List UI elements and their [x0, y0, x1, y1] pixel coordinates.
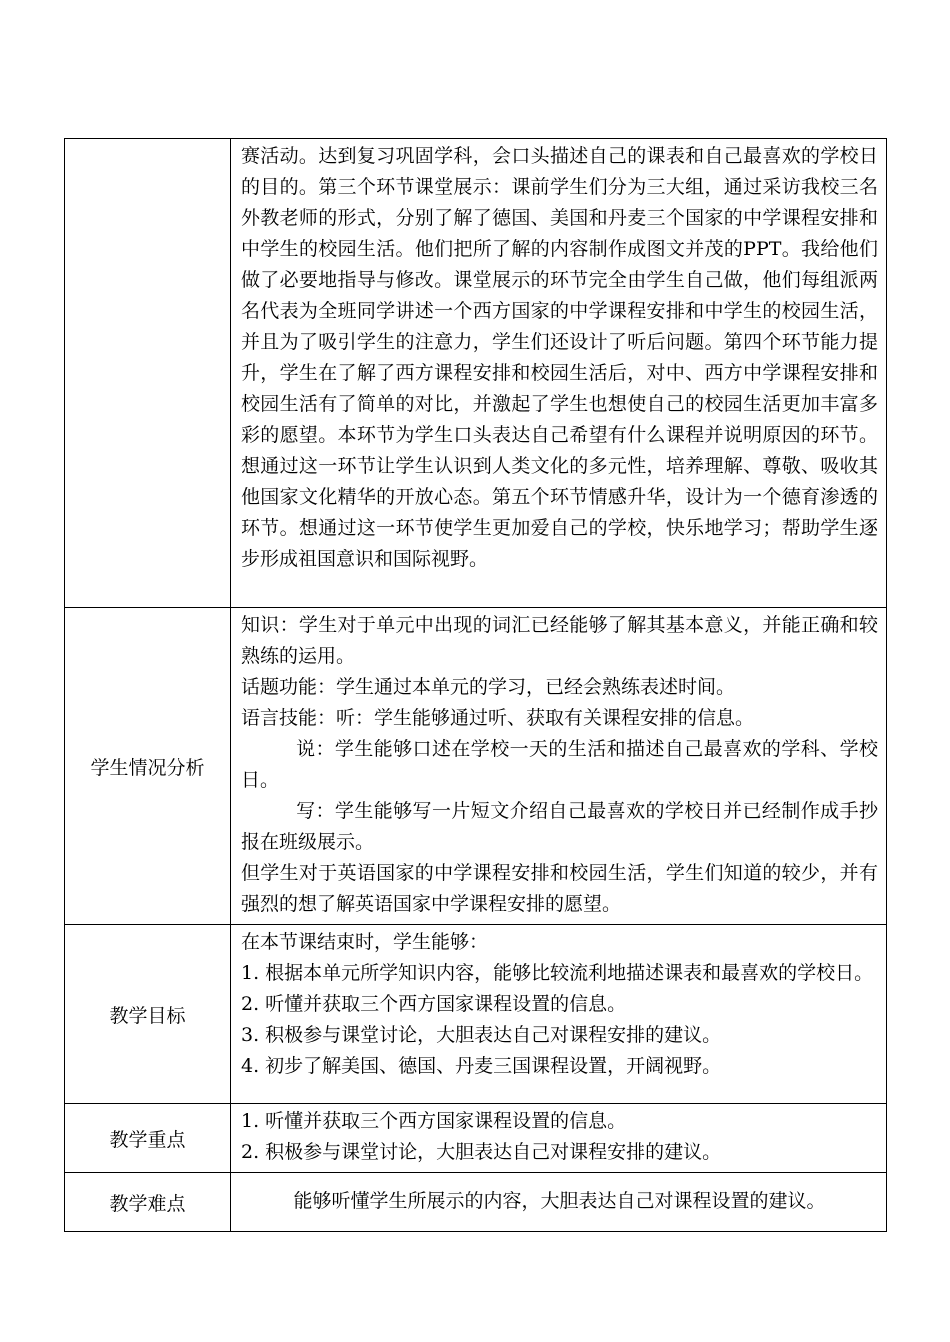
table-row-difficult-points [65, 1173, 887, 1232]
teaching-process-text: 赛活动。达到复习巩固学科，会口头描述自己的课表和自己最喜欢的学校日的目的。第三个环节课堂展示：课前学生们分为三大组，通过采访我校三名外教老师的形式，分别了解了德国、美国和丹麦三个国家的中学课程安排和中学生的校园生活。他们把所了解的内容制作成图文并茂的PPT。我给他们做了必要地指导与修改。课堂展示的环节完全由学生自己做，他们每组派两名代表为全班同学讲述一个西方国家的中学课程安排和中学生的校园生活，并且为了吸引学生的注意力，学生们还设计了听后问题。第四个环节能力提升，学生在了解了西方课程安排和校园生活后，对中、西方中学课程安排和校园生活有了简单的对比，并激起了学生也想使自己的校园生活更加丰富多彩的愿望。本环节为学生口头表达自己希望有什么课程并说明原因的环节。想通过这一环节让学生认识到人类文化的多元性，培养理解、尊敬、吸收其他国家文化精华的开放心态。第五个环节情感升华，设计为一个德育渗透的环节。想通过这一环节使学生更加爱自己的学校，快乐地学习；帮助学生逐步形成祖国意识和国际视野。 [241, 145, 878, 570]
difficult-points-cell [231, 1173, 887, 1232]
table-row-key-points [65, 1104, 887, 1173]
analysis-topic-function: 话题功能：学生通过本单元的学习，已经会熟练表述时间。 [241, 676, 736, 698]
key-points-cell [231, 1104, 887, 1173]
difficult-point-text: 能够听懂学生所展示的内容，大胆表达自己对课程设置的建议。 [293, 1189, 826, 1212]
row-label-student-analysis: 学生情况分析 [65, 608, 231, 925]
table-row-teaching-process [65, 139, 887, 608]
goal-item: 4. 初步了解美国、德国、丹麦三国课程设置，开阔视野。 [241, 1055, 722, 1077]
table-row-teaching-goals [65, 925, 887, 1104]
analysis-summary: 但学生对于英语国家的中学课程安排和校园生活，学生们知道的较少，并有强烈的想了解英语国家中学课程安排的愿望。 [241, 862, 878, 915]
teaching-process-cell [231, 139, 887, 608]
goal-item: 1. 根据本单元所学知识内容，能够比较流利地描述课表和最喜欢的学校日。 [241, 962, 874, 984]
student-analysis-cell [231, 608, 887, 925]
goal-item: 2. 听懂并获取三个西方国家课程设置的信息。 [241, 993, 627, 1015]
row-label-key-points: 教学重点 [65, 1104, 231, 1173]
analysis-listening: 语言技能：听：学生能够通过听、获取有关课程安排的信息。 [241, 707, 755, 729]
lesson-plan-table [64, 138, 887, 1232]
table-row-student-analysis [65, 608, 887, 925]
row-label-teaching-goals: 教学目标 [65, 925, 231, 1104]
analysis-writing: 写：学生能够写一片短文介绍自己最喜欢的学校日并已经制作成手抄报在班级展示。 [241, 800, 878, 853]
key-point-item: 1. 听懂并获取三个西方国家课程设置的信息。 [241, 1110, 627, 1132]
key-point-item: 2. 积极参与课堂讨论，大胆表达自己对课程安排的建议。 [241, 1141, 722, 1163]
goal-item: 3. 积极参与课堂讨论，大胆表达自己对课程安排的建议。 [241, 1024, 722, 1046]
teaching-goals-cell [231, 925, 887, 1104]
row-label-empty [65, 139, 231, 608]
goals-intro: 在本节课结束时，学生能够： [241, 931, 489, 953]
analysis-speaking: 说：学生能够口述在学校一天的生活和描述自己最喜欢的学科、学校日。 [241, 738, 878, 791]
analysis-knowledge: 知识：学生对于单元中出现的词汇已经能够了解其基本意义，并能正确和较熟练的运用。 [241, 614, 878, 667]
row-label-difficult-points: 教学难点 [65, 1173, 231, 1232]
